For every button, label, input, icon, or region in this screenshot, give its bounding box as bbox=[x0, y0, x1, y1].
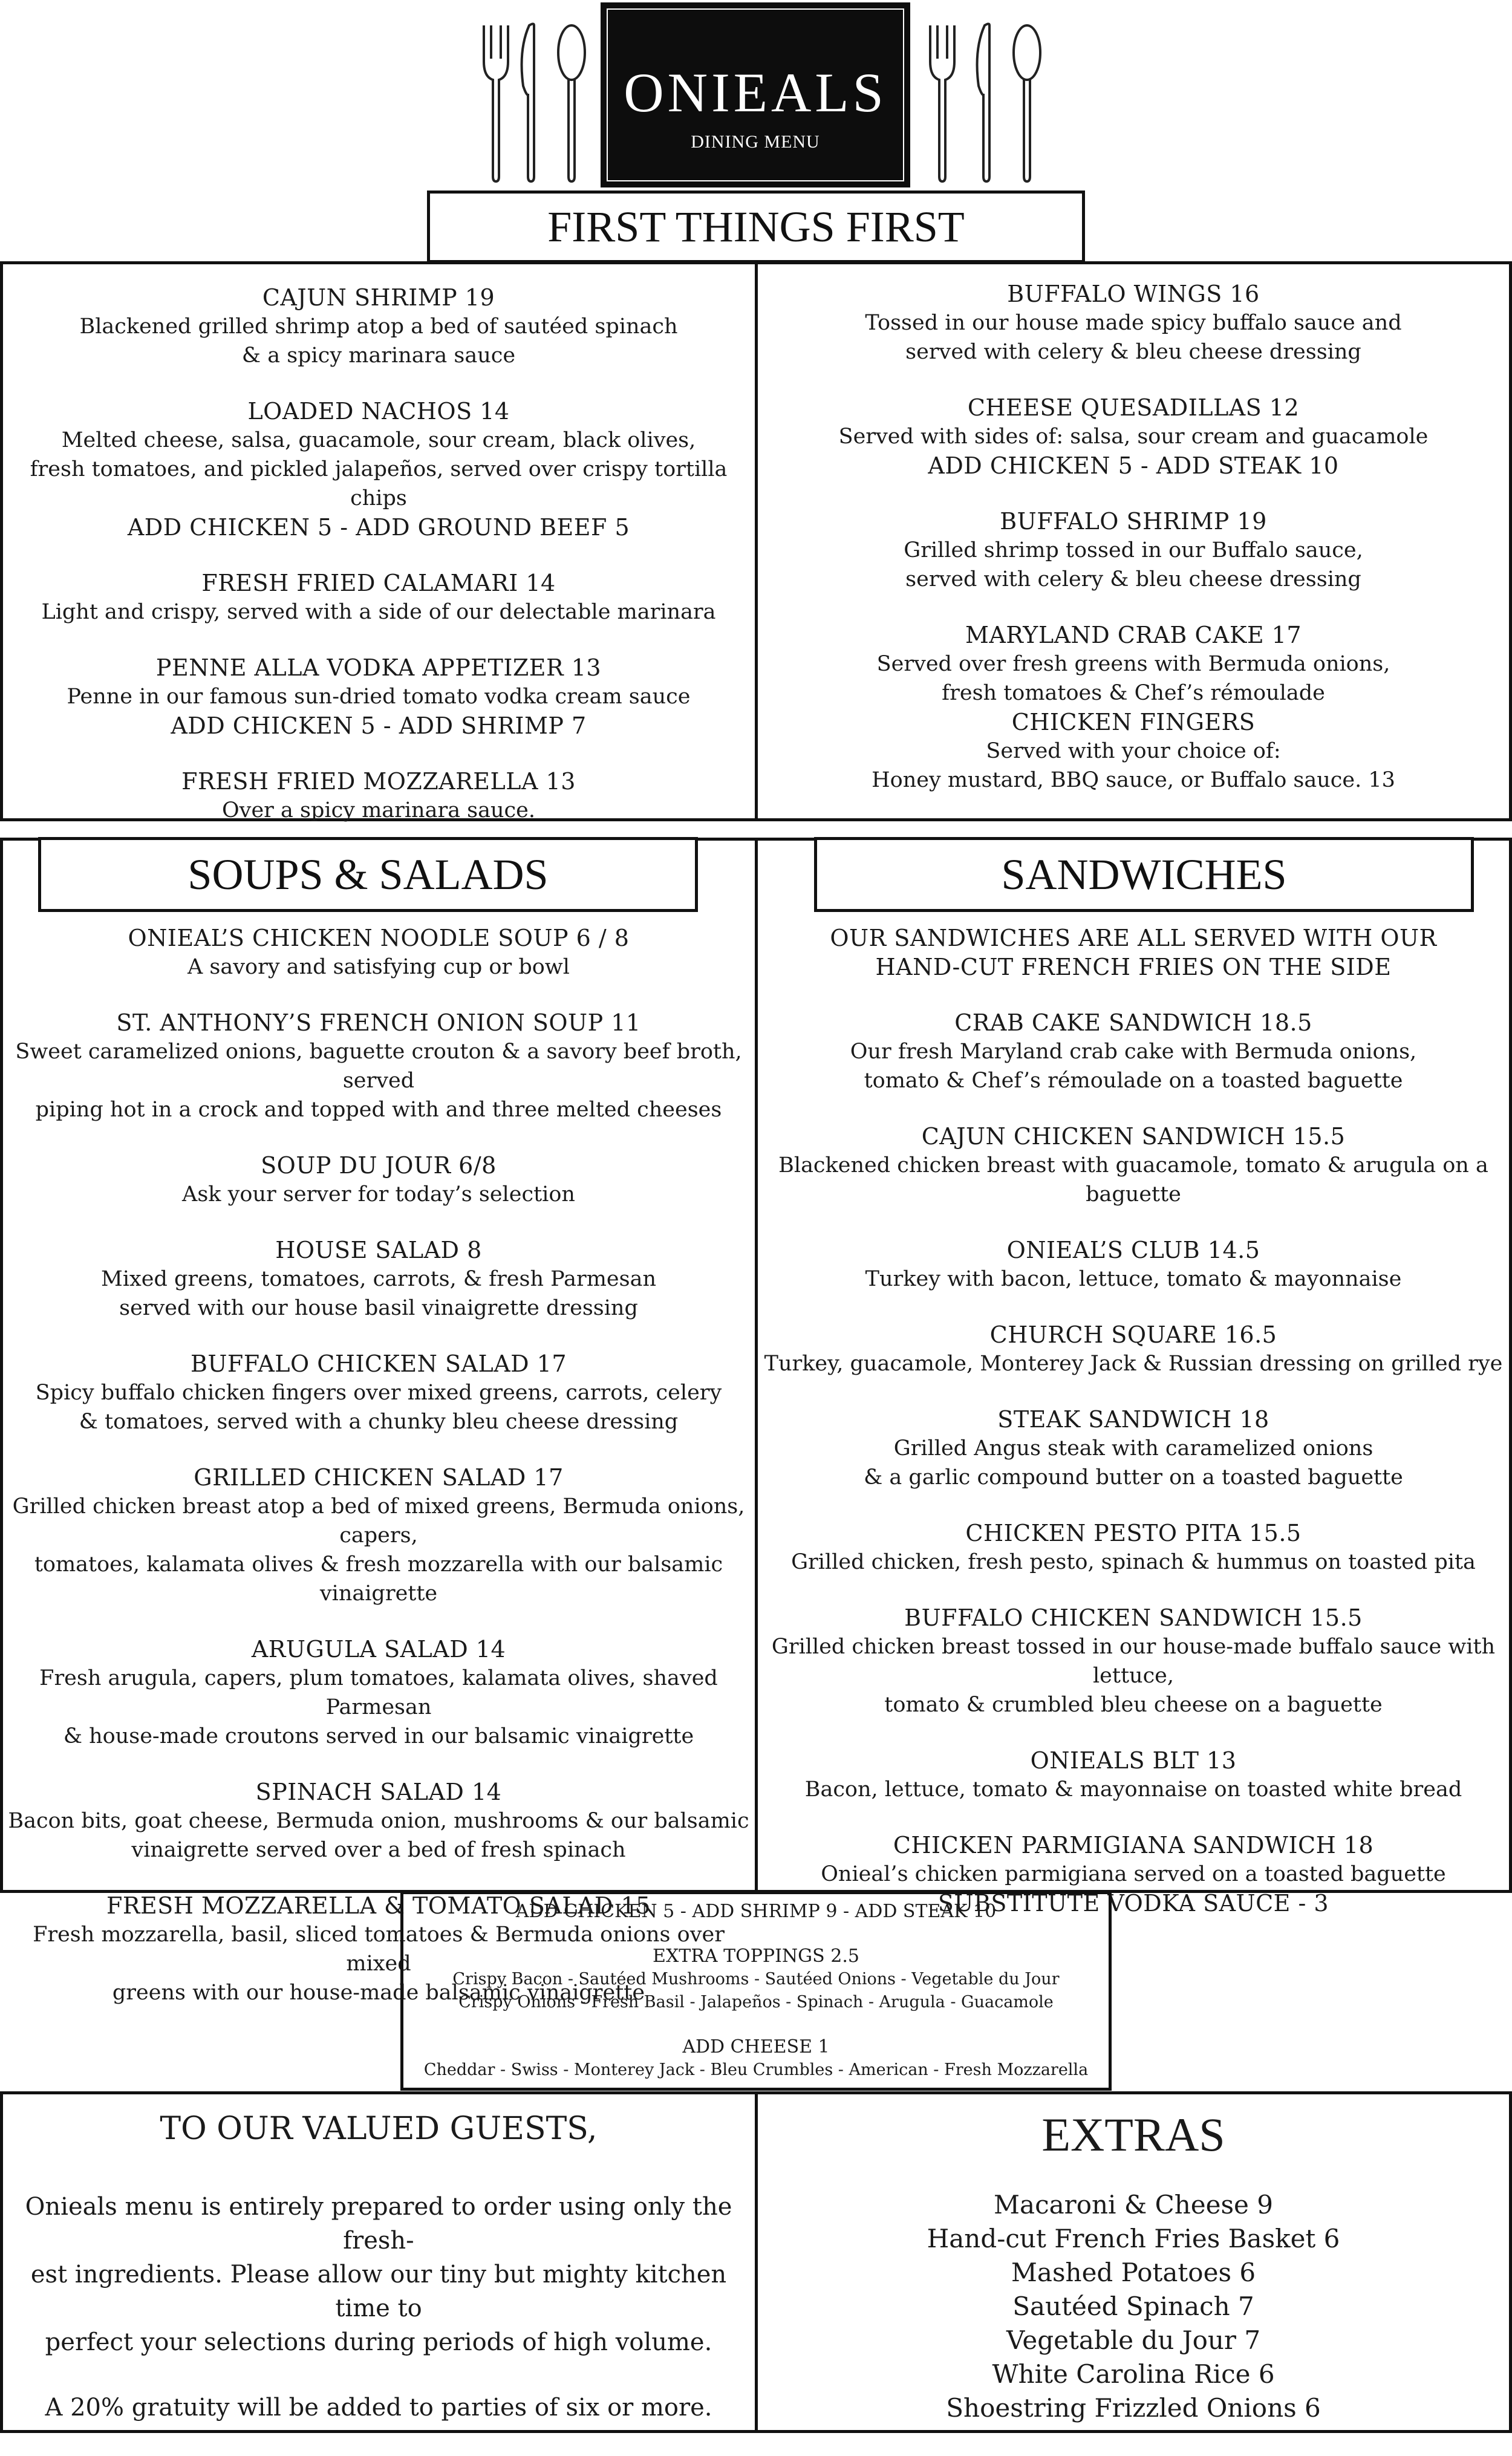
column-divider bbox=[755, 838, 758, 1893]
menu-item-description: Fresh arugula, capers, plum tomatoes, kalamata olives, shaved Parmesan bbox=[39, 1666, 718, 1719]
menu-item-title: PENNE ALLA VODKA APPETIZER 13 bbox=[155, 654, 602, 681]
menu-item-description: Bacon bits, goat cheese, Bermuda onion, mushrooms & our balsamic bbox=[8, 1809, 749, 1833]
menu-item-title: CHEESE QUESADILLAS 12 bbox=[967, 394, 1300, 421]
menu-item-title: BUFFALO WINGS 16 bbox=[1007, 281, 1260, 307]
menu-item bbox=[761, 1746, 1506, 1804]
utensils-right-icon bbox=[918, 19, 1051, 183]
menu-item-description: Our fresh Maryland crab cake with Bermuda onions, bbox=[850, 1040, 1417, 1064]
extras-item: White Carolina Rice 6 bbox=[992, 2359, 1275, 2389]
menu-item bbox=[761, 1122, 1506, 1209]
extras-section bbox=[761, 2105, 1506, 2425]
menu-item-description: Served with your choice of: bbox=[986, 739, 1281, 763]
menu-item-description: Honey mustard, BBQ sauce, or Buffalo sauce. 13 bbox=[872, 768, 1395, 792]
menu-item-description: tomato & Chef’s rémoulade on a toasted baguette bbox=[864, 1069, 1403, 1093]
menu-item-description: Mixed greens, tomatoes, carrots, & fresh Parmesan bbox=[100, 1267, 656, 1291]
extras-item: Macaroni & Cheese 9 bbox=[994, 2190, 1273, 2220]
menu-item-title: ONIEAL’S CHICKEN NOODLE SOUP 6 / 8 bbox=[128, 925, 630, 951]
guests-heading: TO OUR VALUED GUESTS, bbox=[160, 2111, 598, 2147]
menu-item-description: piping hot in a crock and topped with and three melted cheeses bbox=[35, 1098, 722, 1122]
menu-item bbox=[761, 1008, 1506, 1095]
menu-item-title: FRESH FRIED MOZZARELLA 13 bbox=[181, 768, 576, 795]
menu-item-description: Served over fresh greens with Bermuda onions, bbox=[876, 652, 1390, 676]
first-things-first-left-column bbox=[6, 283, 751, 852]
menu-item-description: Light and crispy, served with a side of our delectable marinara bbox=[41, 600, 716, 624]
extras-item: Shoestring Frizzled Onions 6 bbox=[946, 2393, 1321, 2423]
menu-item-description: served with our house basil vinaigrette dressing bbox=[119, 1296, 638, 1320]
menu-item bbox=[761, 1405, 1506, 1492]
extra-toppings-line: Crispy Onions - Fresh Basil - Jalapeños - Spinach - Arugula - Guacamole bbox=[458, 1993, 1054, 2011]
menu-item-title: CHICKEN PARMIGIANA SANDWICH 18 bbox=[893, 1832, 1374, 1858]
menu-item-description: Served with sides of: salsa, sour cream and guacamole bbox=[838, 425, 1429, 449]
menu-item-description: Turkey with bacon, lettuce, tomato & mayonnaise bbox=[865, 1267, 1402, 1291]
menu-item bbox=[761, 279, 1506, 366]
menu-item-description: Grilled chicken breast tossed in our house-made buffalo sauce with lettuce, bbox=[771, 1635, 1496, 1688]
extras-heading: EXTRAS bbox=[1041, 2108, 1225, 2161]
extras-item: Vegetable du Jour 7 bbox=[1006, 2325, 1261, 2355]
menu-item-addon: ADD CHICKEN 5 - ADD GROUND BEEF 5 bbox=[127, 514, 630, 541]
menu-item-title: CAJUN CHICKEN SANDWICH 15.5 bbox=[921, 1123, 1346, 1150]
menu-item bbox=[761, 621, 1506, 708]
menu-item bbox=[761, 1603, 1506, 1719]
menu-item-description: Grilled chicken breast atop a bed of mixed greens, Bermuda onions, capers, bbox=[12, 1494, 745, 1548]
menu-item-description: & house-made croutons served in our balsamic vinaigrette bbox=[63, 1724, 694, 1748]
menu-item-description: greens with our house-made balsamic vinaigrette bbox=[112, 1981, 645, 2005]
menu-item-description: Ask your server for today’s selection bbox=[182, 1182, 575, 1207]
menu-item-description: Grilled Angus steak with caramelized onions bbox=[893, 1436, 1374, 1461]
menu-item-addon: SUBSTITUTE VODKA SAUCE - 3 bbox=[937, 1890, 1329, 1917]
menu-item bbox=[6, 923, 751, 982]
menu-item-title: MARYLAND CRAB CAKE 17 bbox=[965, 622, 1302, 648]
menu-item bbox=[761, 507, 1506, 594]
menu-item bbox=[6, 1008, 751, 1124]
menu-item-description: tomato & crumbled bleu cheese on a baguette bbox=[884, 1693, 1383, 1717]
menu-item bbox=[6, 568, 751, 627]
menu-item-description: served with celery & bleu cheese dressing bbox=[905, 340, 1361, 364]
menu-item-title: STEAK SANDWICH 18 bbox=[997, 1406, 1269, 1433]
menu-item-description: fresh tomatoes, and pickled jalapeños, served over crispy tortilla chips bbox=[30, 457, 728, 510]
menu-item bbox=[6, 653, 751, 740]
menu-item-title: LOADED NACHOS 14 bbox=[247, 398, 510, 425]
menu-item bbox=[761, 708, 1506, 795]
menu-item bbox=[761, 1320, 1506, 1378]
menu-item-title: FRESH MOZZARELLA & TOMATO SALAD 15 bbox=[106, 1892, 651, 1919]
guests-note bbox=[6, 2108, 751, 2456]
menu-item-description: & tomatoes, served with a chunky bleu cheese dressing bbox=[79, 1410, 679, 1434]
menu-item-title: CAJUN SHRIMP 19 bbox=[262, 284, 495, 311]
menu-item-title: CHICKEN PESTO PITA 15.5 bbox=[965, 1520, 1302, 1546]
menu-item-description: & a garlic compound butter on a toasted baguette bbox=[864, 1465, 1403, 1490]
extra-toppings-title: EXTRA TOPPINGS 2.5 bbox=[653, 1946, 859, 1967]
menu-item-title: BUFFALO CHICKEN SALAD 17 bbox=[190, 1350, 567, 1377]
menu-item-description: vinaigrette served over a bed of fresh spinach bbox=[131, 1838, 626, 1862]
menu-item-description: Blackened grilled shrimp atop a bed of sautéed spinach bbox=[79, 314, 678, 339]
menu-item-title: BUFFALO SHRIMP 19 bbox=[1000, 508, 1267, 535]
menu-item-title: HOUSE SALAD 8 bbox=[275, 1237, 482, 1263]
first-things-first-heading: FIRST THINGS FIRST bbox=[427, 191, 1085, 263]
menu-item bbox=[6, 1349, 751, 1436]
extras-item: Hand-cut French Fries Basket 6 bbox=[927, 2224, 1340, 2253]
menu-item bbox=[6, 397, 751, 542]
add-cheese-title: ADD CHEESE 1 bbox=[682, 2036, 830, 2057]
menu-item-title: ST. ANTHONY’S FRENCH ONION SOUP 11 bbox=[116, 1009, 641, 1036]
utensils-left-icon bbox=[466, 19, 599, 183]
menu-item-title: SPINACH SALAD 14 bbox=[255, 1779, 502, 1805]
column-divider bbox=[755, 2091, 758, 2433]
extras-item: Mashed Potatoes 6 bbox=[1011, 2258, 1256, 2287]
menu-item-description: Spicy buffalo chicken fingers over mixed greens, carrots, celery bbox=[35, 1381, 722, 1405]
menu-item-description: OUR SANDWICHES ARE ALL SERVED WITH OUR bbox=[830, 925, 1437, 951]
extras-item: Sautéed Spinach 7 bbox=[1012, 2292, 1254, 2321]
menu-item bbox=[6, 1635, 751, 1751]
menu-item-title: SOUP DU JOUR 6/8 bbox=[261, 1152, 497, 1179]
menu-item-title: CHURCH SQUARE 16.5 bbox=[989, 1321, 1277, 1348]
menu-item-description: A savory and satisfying cup or bowl bbox=[187, 955, 570, 979]
add-cheese-line: Cheddar - Swiss - Monterey Jack - Bleu Crumbles - American - Fresh Mozzarella bbox=[423, 2060, 1089, 2079]
menu-item-description: served with celery & bleu cheese dressing bbox=[905, 567, 1361, 591]
brand-subtitle: DINING MENU bbox=[691, 132, 820, 152]
menu-item-title: CHICKEN FINGERS bbox=[1011, 709, 1256, 735]
menu-item-title: FRESH FRIED CALAMARI 14 bbox=[201, 570, 556, 596]
menu-item bbox=[761, 1519, 1506, 1577]
gratuity-note: A 20% gratuity will be added to parties of six or more. bbox=[45, 2394, 712, 2422]
extras-list bbox=[761, 2188, 1506, 2425]
menu-item-description: Bacon, lettuce, tomato & mayonnaise on toasted white bread bbox=[804, 1777, 1462, 1802]
menu-item-description: HAND-CUT FRENCH FRIES ON THE SIDE bbox=[875, 954, 1392, 980]
menu-item-description: Sweet caramelized onions, baguette crouton & a savory beef broth, served bbox=[15, 1040, 742, 1093]
menu-item-title: ONIEALS BLT 13 bbox=[1030, 1747, 1237, 1774]
menu-item-description: Grilled shrimp tossed in our Buffalo sauce, bbox=[904, 538, 1363, 562]
menu-item bbox=[761, 1236, 1506, 1294]
column-divider bbox=[755, 261, 758, 821]
brand-name: ONIEALS bbox=[624, 62, 887, 123]
extra-toppings-line: Crispy Bacon - Sautéed Mushrooms - Sautéed Onions - Vegetable du Jour bbox=[452, 1970, 1060, 1989]
soups-salads-heading: SOUPS & SALADS bbox=[38, 837, 698, 912]
menu-item bbox=[6, 1151, 751, 1209]
menu-item-title: CRAB CAKE SANDWICH 18.5 bbox=[954, 1009, 1312, 1036]
menu-item-addon: ADD CHICKEN 5 - ADD SHRIMP 7 bbox=[171, 712, 587, 739]
menu-item-description: Onieal’s chicken parmigiana served on a toasted baguette bbox=[821, 1862, 1446, 1886]
menu-item-title: ONIEAL’S CLUB 14.5 bbox=[1006, 1237, 1260, 1263]
menu-item-description: Fresh mozzarella, basil, sliced tomatoes & Bermuda onions over mixed bbox=[33, 1923, 725, 1976]
guests-paragraph: Onieals menu is entirely prepared to order using only the fresh- est ingredients. Please allow our tiny but mighty kitchen time to perfect your selections during periods of high volume. bbox=[25, 2193, 732, 2356]
menu-item-title: ARUGULA SALAD 14 bbox=[251, 1636, 506, 1663]
menu-item-description: Grilled chicken, fresh pesto, spinach & hummus on toasted pita bbox=[791, 1550, 1476, 1574]
first-things-first-right-column bbox=[761, 279, 1506, 821]
menu-item bbox=[6, 767, 751, 825]
menu-item-description: & a spicy marinara sauce bbox=[241, 344, 516, 368]
menu-item bbox=[761, 923, 1506, 982]
menu-item-title: GRILLED CHICKEN SALAD 17 bbox=[194, 1464, 564, 1491]
soups-salads-column bbox=[6, 923, 751, 2034]
menu-item bbox=[6, 283, 751, 370]
sandwiches-heading: SANDWICHES bbox=[814, 837, 1474, 912]
menu-item bbox=[6, 1777, 751, 1865]
menu-item-addon: ADD CHICKEN 5 - ADD STEAK 10 bbox=[928, 452, 1339, 479]
menu-item-description: Turkey, guacamole, Monterey Jack & Russian dressing on grilled rye bbox=[764, 1352, 1503, 1376]
menu-item-title: BUFFALO CHICKEN SANDWICH 15.5 bbox=[904, 1604, 1363, 1631]
menu-item-description: Blackened chicken breast with guacamole, tomato & arugula on a baguette bbox=[778, 1153, 1488, 1207]
addons-box bbox=[400, 1891, 1112, 2091]
menu-item-description: Penne in our famous sun-dried tomato vodka cream sauce bbox=[67, 685, 691, 709]
add-proteins-line: ADD CHICKEN 5 - ADD SHRIMP 9 - ADD STEAK 10 bbox=[515, 1901, 997, 1922]
menu-item-description: tomatoes, kalamata olives & fresh mozzarella with our balsamic vinaigrette bbox=[34, 1552, 723, 1606]
sandwiches-column bbox=[761, 923, 1506, 1944]
menu-item bbox=[6, 1236, 751, 1323]
menu-item bbox=[761, 393, 1506, 480]
menu-item-description: Melted cheese, salsa, guacamole, sour cream, black olives, bbox=[61, 428, 696, 452]
menu-item-description: fresh tomatoes & Chef’s rémoulade bbox=[942, 681, 1325, 705]
brand-logo bbox=[601, 2, 910, 187]
menu-item-description: Tossed in our house made spicy buffalo sauce and bbox=[865, 311, 1402, 335]
menu-item-description: Over a spicy marinara sauce. bbox=[221, 798, 535, 822]
menu-item bbox=[6, 1463, 751, 1608]
